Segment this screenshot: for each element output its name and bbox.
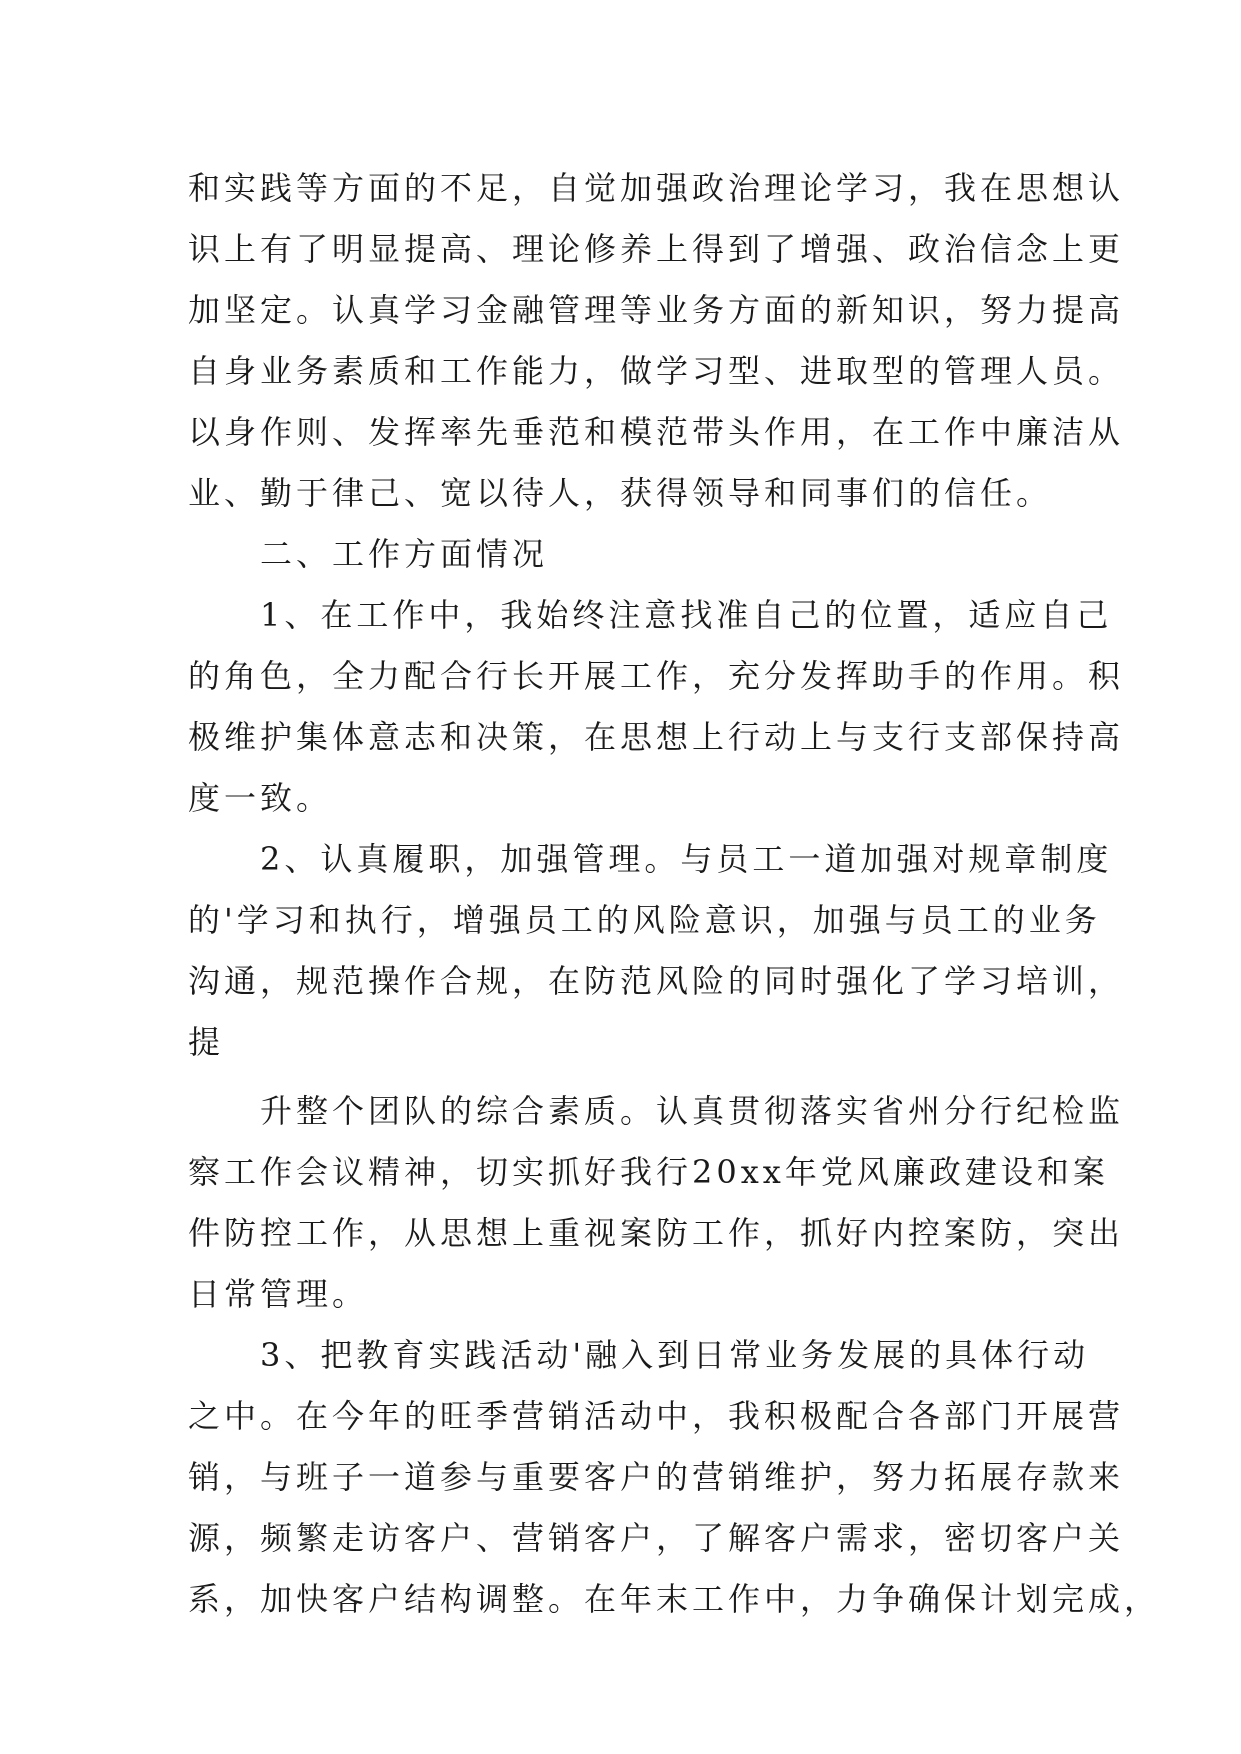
section-heading: 二、工作方面情况 <box>188 535 549 573</box>
text-line: 升整个团队的综合素质。认真贯彻落实省州分行纪检监 <box>188 1092 1125 1130</box>
text-line: 度一致。 <box>188 779 333 817</box>
text-line: 加坚定。认真学习金融管理等业务方面的新知识，努力提高 <box>188 291 1125 329</box>
text-line: 自身业务素质和工作能力，做学习型、进取型的管理人员。 <box>188 352 1125 390</box>
text-line: 销，与班子一道参与重要客户的营销维护，努力拓展存款来 <box>188 1458 1125 1496</box>
text-line: 源，频繁走访客户、营销客户，了解客户需求，密切客户关 <box>188 1519 1125 1557</box>
text-line: 察工作会议精神，切实抓好我行20xx年党风廉政建设和案 <box>188 1153 1109 1191</box>
text-line: 系，加快客户结构调整。在年末工作中，力争确保计划完成， <box>188 1580 1161 1618</box>
text-line: 业、勤于律己、宽以待人，获得领导和同事们的信任。 <box>188 474 1053 512</box>
text-line: 之中。在今年的旺季营销活动中，我积极配合各部门开展营 <box>188 1397 1125 1435</box>
text-line: 的角色，全力配合行长开展工作，充分发挥助手的作用。积 <box>188 657 1125 695</box>
text-line: 件防控工作，从思想上重视案防工作，抓好内控案防，突出 <box>188 1214 1125 1252</box>
text-line: 1、在工作中，我始终注意找准自己的位置，适应自己 <box>188 596 1113 634</box>
text-line: 提 <box>188 1023 225 1061</box>
text-line: 以身作则、发挥率先垂范和模范带头作用，在工作中廉洁从 <box>188 413 1125 451</box>
text-line: 沟通，规范操作合规，在防范风险的同时强化了学习培训， <box>188 962 1125 1000</box>
text-line: 2、认真履职，加强管理。与员工一道加强对规章制度 <box>188 840 1113 878</box>
text-line: 日常管理。 <box>188 1275 369 1313</box>
text-line: 识上有了明显提高、理论修养上得到了增强、政治信念上更 <box>188 230 1125 268</box>
text-line: 极维护集体意志和决策，在思想上行动上与支行支部保持高 <box>188 718 1125 756</box>
paragraph-gap <box>188 1073 1068 1081</box>
document-body <box>188 158 1161 1630</box>
text-line: 3、把教育实践活动'融入到日常业务发展的具体行动 <box>188 1336 1090 1374</box>
text-line: 的'学习和执行，增强员工的风险意识，加强与员工的业务 <box>188 901 1101 939</box>
text-line: 和实践等方面的不足，自觉加强政治理论学习，我在思想认 <box>188 169 1125 207</box>
